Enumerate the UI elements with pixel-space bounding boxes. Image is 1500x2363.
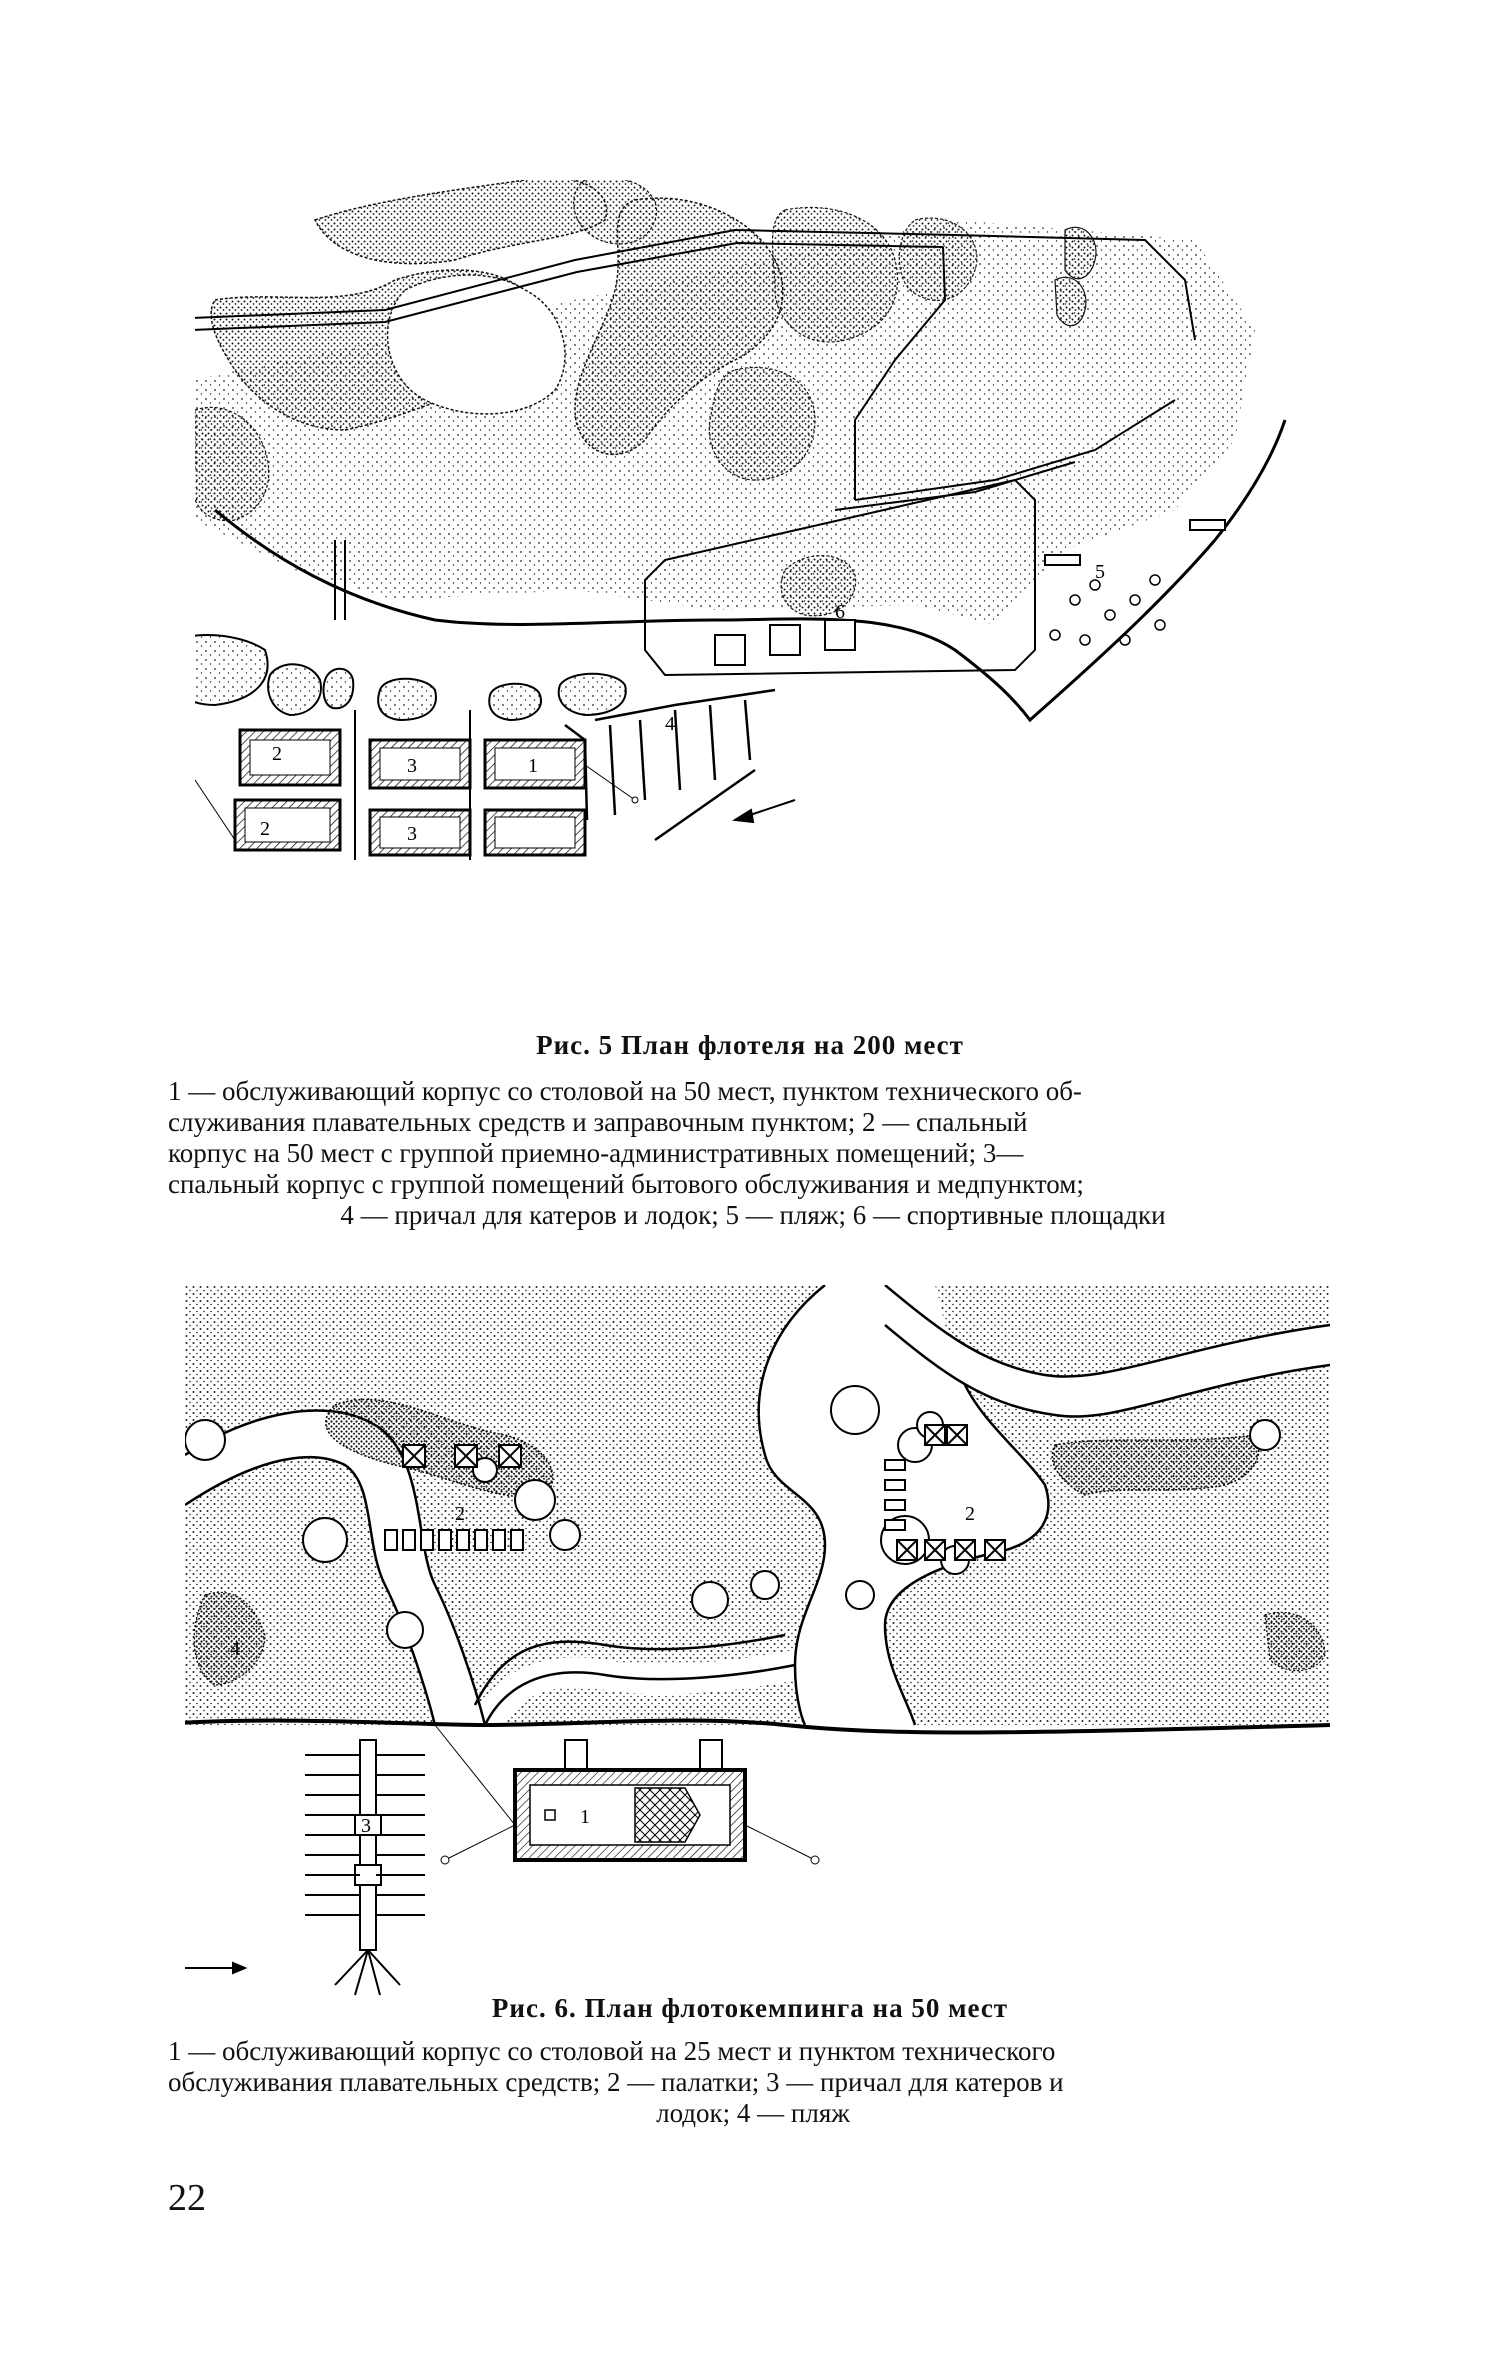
legend-line: 1 — обслуживающий корпус со столовой на 50 мест, пунктом технического об-: [168, 1076, 1082, 1106]
map-label-3: 3: [407, 823, 417, 845]
wooded-area: [388, 275, 565, 414]
page-number: 22: [168, 2177, 206, 2219]
floatcamping-site-plan: [185, 1285, 1330, 2005]
legend-line: спальный корпус с группой помещений бытового обслуживания и медпунктом;: [168, 1169, 1084, 1199]
map-label-3: 3: [407, 755, 417, 777]
garden-plot: [324, 669, 354, 709]
garden-plot: [268, 664, 321, 715]
legend-line: корпус на 50 мест с группой приемно-административных помещений; 3—: [168, 1138, 1024, 1168]
legend-line: обслуживания плавательных средств; 2 — палатки; 3 — причал для катеров и: [168, 2067, 1064, 2097]
service-hull: [435, 1725, 819, 1864]
garden-plot: [559, 674, 626, 715]
legend-line: лодок; 4 — пляж: [656, 2098, 850, 2128]
arrow-icon: [185, 1963, 245, 1973]
sports-court: [770, 625, 800, 655]
figure-5-title: Рис. 5 План флотеля на 200 мест: [536, 1030, 964, 1060]
map-label-4: 4: [230, 1638, 240, 1660]
map-label-4: 4: [665, 713, 675, 735]
figure-5-legend: [168, 1076, 1338, 1231]
wooded-area: [773, 207, 898, 342]
map-label-2: 2: [260, 818, 270, 840]
map-label-2: 2: [965, 1503, 975, 1525]
map-label-1: 1: [580, 1806, 590, 1828]
map-label-3: 3: [361, 1815, 371, 1837]
sports-court: [715, 635, 745, 665]
garden-plot: [195, 635, 268, 705]
legend-line: служивания плавательных средств и заправочным пунктом; 2 — спальный: [168, 1107, 1028, 1137]
garden-plot: [378, 679, 436, 720]
sports-court: [825, 620, 855, 650]
wooded-area: [574, 180, 657, 244]
map-label-2: 2: [455, 1503, 465, 1525]
map-label-1: 1: [528, 755, 538, 777]
floatel-site-plan: [195, 180, 1340, 1010]
legend-line: 4 — причал для катеров и лодок; 5 — пляж; 6 — спортивные площадки: [340, 1200, 1166, 1230]
figure-5-plan: [195, 180, 1340, 1010]
beach-shelter: [1045, 555, 1080, 565]
wooded-area: [315, 180, 607, 264]
figure-6-title: Рис. 6. План флотокемпинга на 50 мест: [491, 1993, 1009, 2023]
garden-plot: [489, 684, 541, 720]
map-label-2: 2: [272, 743, 282, 765]
arrow-icon: [735, 800, 795, 822]
figure-6-plan: [185, 1285, 1330, 2005]
map-label-5: 5: [1095, 561, 1105, 583]
beach-shelter: [1190, 520, 1225, 530]
map-label-6: 6: [835, 601, 845, 623]
boat-pier: [305, 1740, 425, 1995]
figure-6-legend: [168, 2036, 1338, 2129]
legend-line: 1 — обслуживающий корпус со столовой на 25 мест и пунктом технического: [168, 2036, 1056, 2066]
